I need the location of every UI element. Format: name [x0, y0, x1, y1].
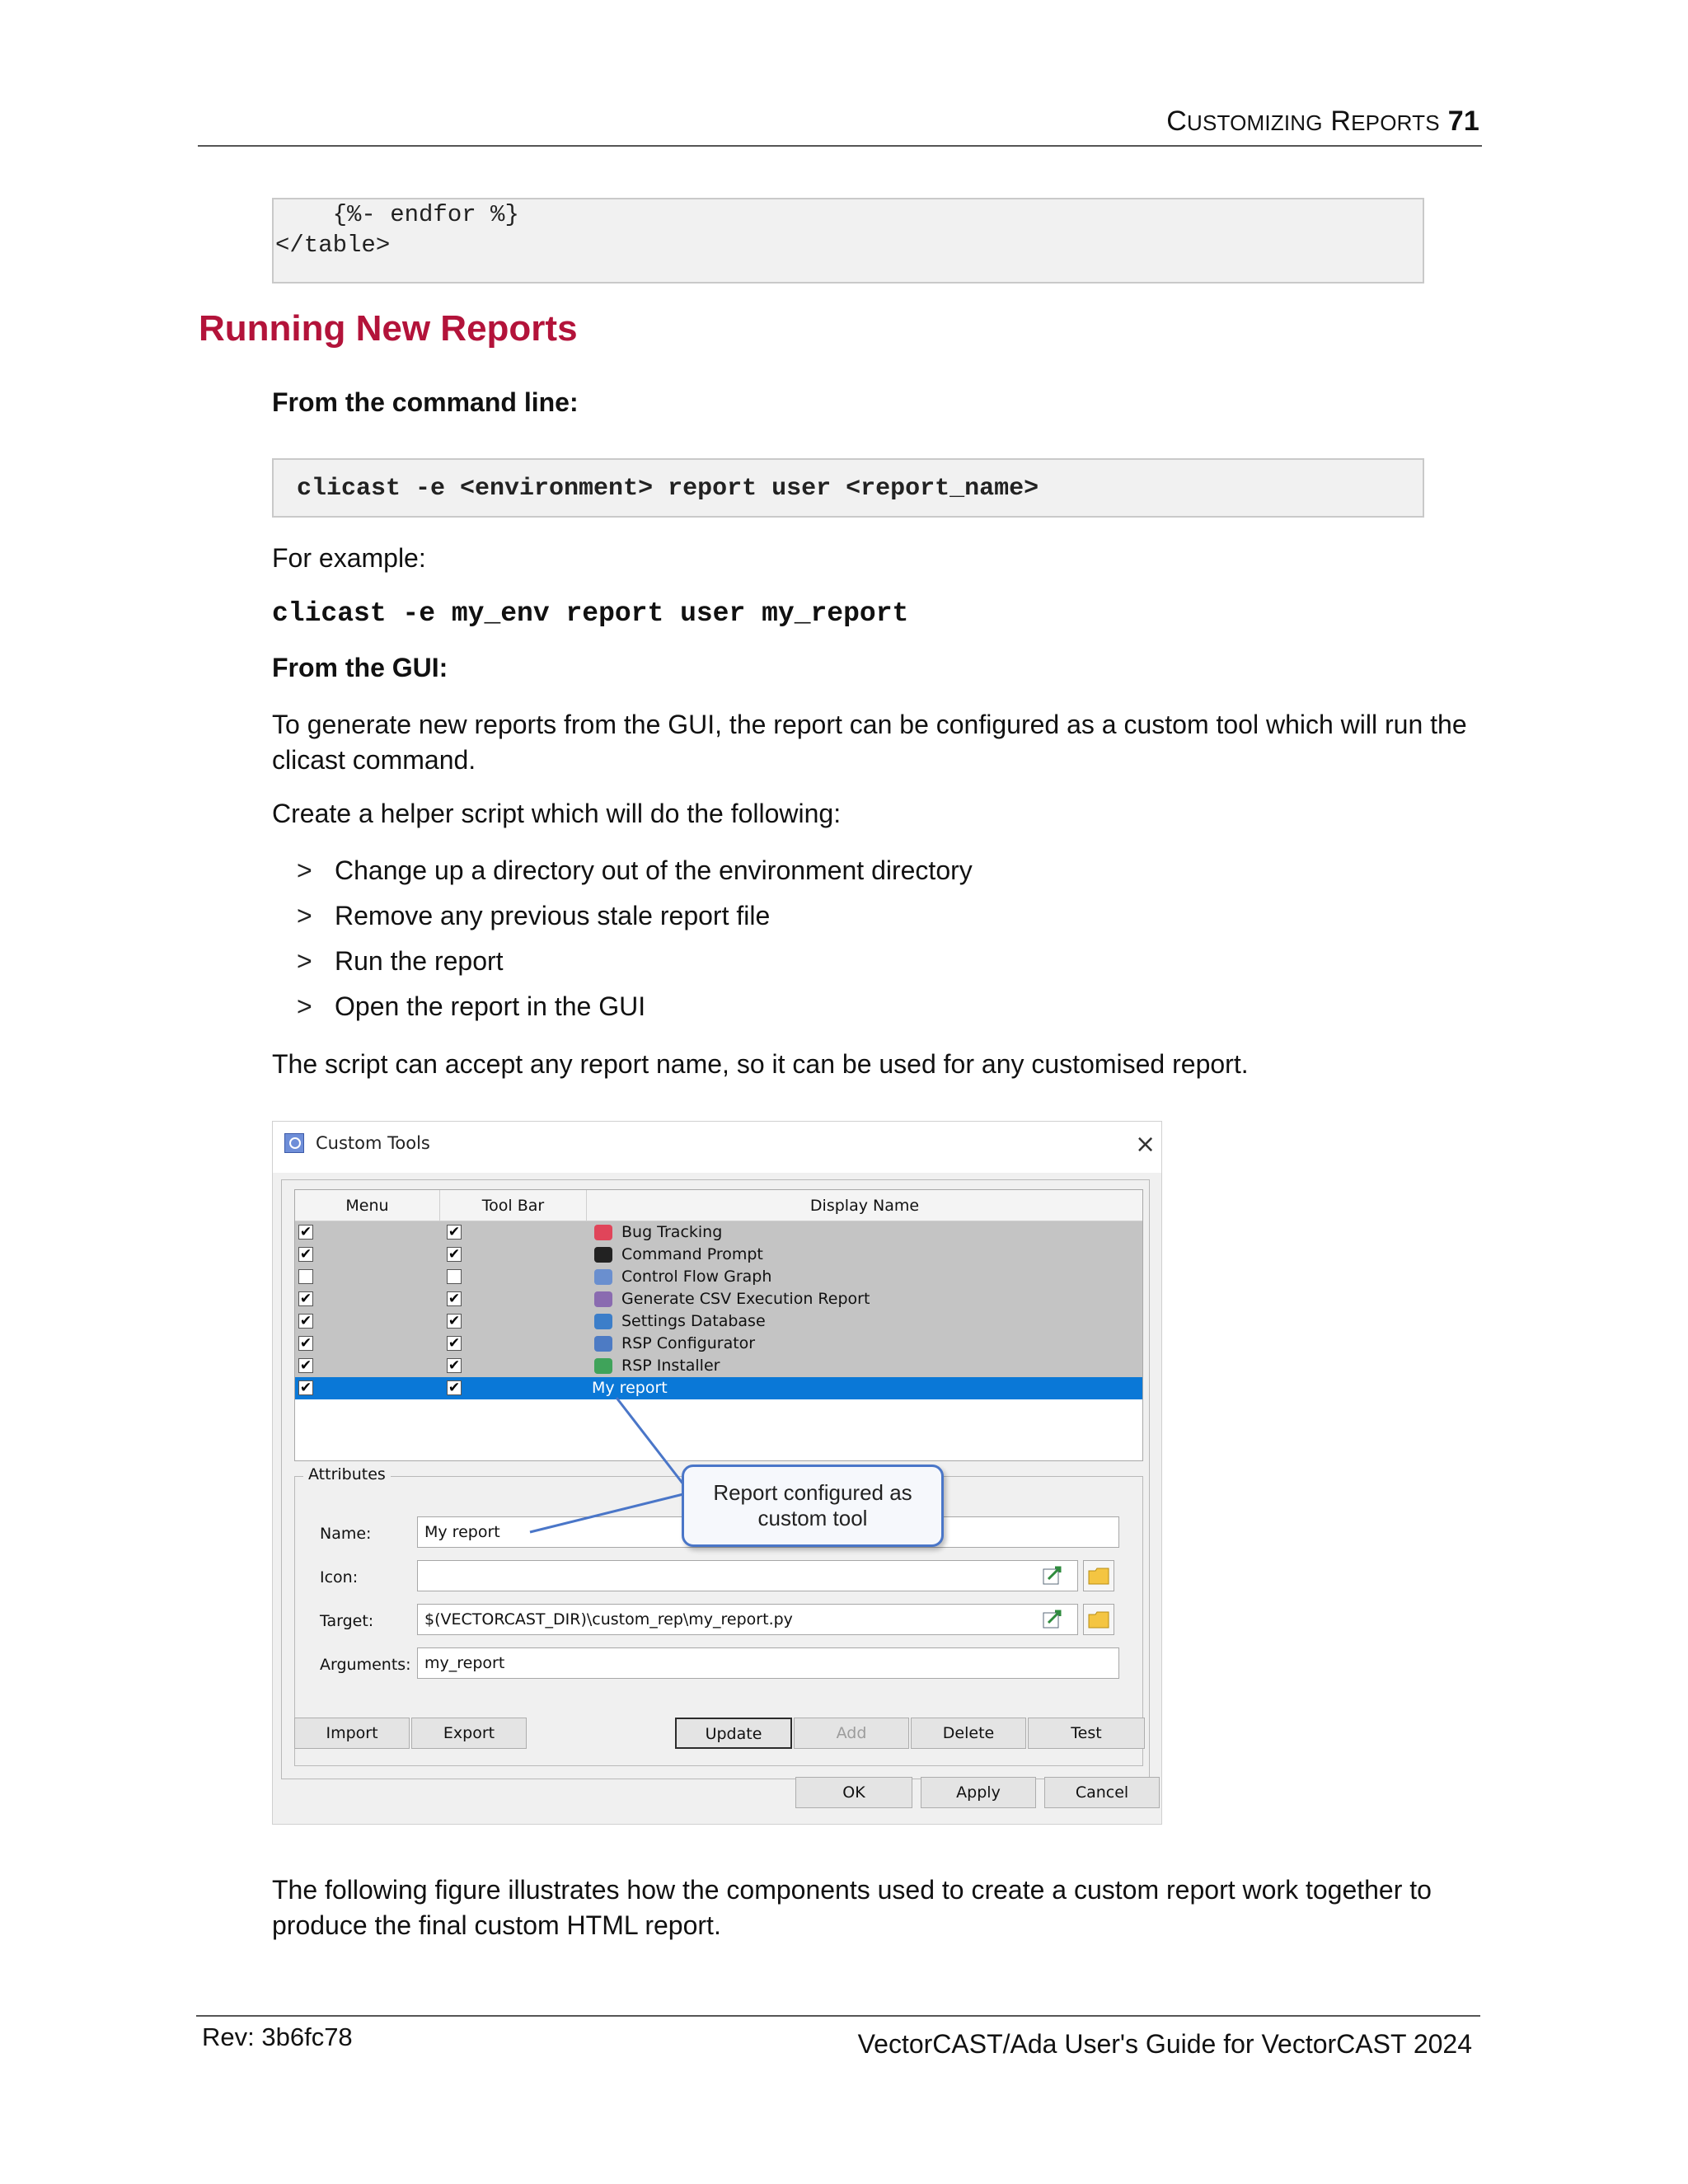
bullet-text: Open the report in the GUI [335, 991, 646, 1021]
display-name: Command Prompt [621, 1245, 763, 1263]
bullet-marker: > [297, 946, 312, 976]
delete-button[interactable]: Delete [911, 1718, 1026, 1749]
arguments-field[interactable]: my_report [417, 1647, 1119, 1679]
callout-line: custom tool [757, 1506, 868, 1530]
header-rest-2: EPORTS [1351, 110, 1440, 135]
gui-intro: To generate new reports from the GUI, the report can be configured as a custom tool which will run the clicast command. [272, 710, 1467, 775]
header-cap-1: C [1166, 105, 1187, 137]
display-name: Generate CSV Execution Report [621, 1290, 870, 1308]
target-field[interactable]: $(VECTORCAST_DIR)\custom_rep\my_report.py [417, 1604, 1078, 1635]
test-button[interactable]: Test [1028, 1718, 1145, 1749]
dialog-title: Custom Tools [316, 1133, 430, 1153]
bullet-text: Change up a directory out of the environment directory [335, 855, 973, 885]
display-name: Settings Database [621, 1312, 766, 1330]
display-name: RSP Configurator [621, 1334, 756, 1352]
gui-heading: From the GUI: [272, 653, 448, 682]
display-name: Control Flow Graph [621, 1268, 772, 1286]
toolbar-checkbox[interactable]: ✔ [448, 1380, 461, 1396]
bullet-text: Run the report [335, 946, 504, 976]
column-header-toolbar[interactable]: Tool Bar [440, 1190, 587, 1221]
column-header-menu[interactable]: Menu [295, 1190, 440, 1221]
menu-checkbox[interactable]: ✔ [299, 1380, 312, 1396]
toolbar-checkbox[interactable]: ✔ [448, 1246, 461, 1263]
figure-description: The following figure illustrates how the components used to create a custom report work together to produce the final custom HTML report. [272, 1875, 1432, 1940]
cancel-button[interactable]: Cancel [1044, 1777, 1160, 1808]
toolbar-checkbox[interactable]: ✔ [448, 1224, 461, 1240]
menu-checkbox[interactable]: ✔ [299, 1357, 312, 1374]
callout-line: Report configured as [713, 1480, 912, 1505]
revision: Rev: 3b6fc78 [202, 2022, 353, 2051]
attributes-title: Attributes [303, 1465, 391, 1483]
header-cap-2: R [1330, 105, 1352, 137]
menu-checkbox[interactable]: ✔ [299, 1224, 312, 1240]
menu-checkbox[interactable]: ✔ [299, 1313, 312, 1329]
name-field[interactable]: My report [417, 1516, 1119, 1548]
guide-title: VectorCAST/Ada User's Guide for VectorCAST 2024 [857, 2029, 1472, 2059]
code-line: </table> [275, 232, 391, 259]
helper-intro: Create a helper script which will do the following: [272, 799, 842, 828]
menu-checkbox[interactable]: ✔ [299, 1335, 312, 1352]
command-code: clicast -e <environment> report user <report_name> [297, 475, 1039, 503]
icon-label: Icon: [320, 1568, 359, 1586]
bullet-marker: > [297, 991, 312, 1021]
display-name: Bug Tracking [621, 1223, 723, 1241]
bullet-text: Remove any previous stale report file [335, 901, 771, 930]
closing-text: The script can accept any report name, so it can be used for any customised report. [272, 1049, 1249, 1079]
header-rest-1: USTOMIZING [1186, 110, 1323, 135]
footer-rule [196, 2015, 1480, 2017]
section-title: Running New Reports [199, 308, 578, 349]
menu-checkbox[interactable]: ✔ [299, 1246, 312, 1263]
example-code: clicast -e my_env report user my_report [272, 598, 909, 629]
arguments-label: Arguments: [320, 1656, 411, 1674]
callout-pointer-line [530, 1493, 687, 1532]
update-button[interactable]: Update [675, 1718, 792, 1749]
ok-button[interactable]: OK [795, 1777, 912, 1808]
toolbar-checkbox[interactable]: ✔ [448, 1313, 461, 1329]
toolbar-checkbox[interactable]: ✔ [448, 1335, 461, 1352]
import-button[interactable]: Import [294, 1718, 410, 1749]
toolbar-checkbox[interactable]: ✔ [448, 1291, 461, 1307]
example-label: For example: [272, 543, 426, 573]
code-line: {%- endfor %} [275, 201, 519, 228]
name-label: Name: [320, 1525, 372, 1543]
bullet-marker: > [297, 901, 312, 930]
display-name: My report [592, 1379, 668, 1397]
display-name: RSP Installer [621, 1357, 720, 1375]
export-button[interactable]: Export [411, 1718, 527, 1749]
target-label: Target: [320, 1612, 374, 1630]
command-line-heading: From the command line: [272, 387, 579, 417]
callout-pointer-line [617, 1398, 687, 1488]
add-button[interactable]: Add [794, 1718, 909, 1749]
callout-annotation [682, 1465, 944, 1547]
bullet-marker: > [297, 855, 312, 885]
toolbar-checkbox[interactable]: ✔ [448, 1357, 461, 1374]
column-header-display-name[interactable]: Display Name [587, 1190, 1142, 1221]
page-number: 71 [1447, 105, 1479, 137]
apply-button[interactable]: Apply [921, 1777, 1036, 1808]
menu-checkbox[interactable]: ✔ [299, 1291, 312, 1307]
close-icon[interactable]: × [1135, 1130, 1156, 1159]
